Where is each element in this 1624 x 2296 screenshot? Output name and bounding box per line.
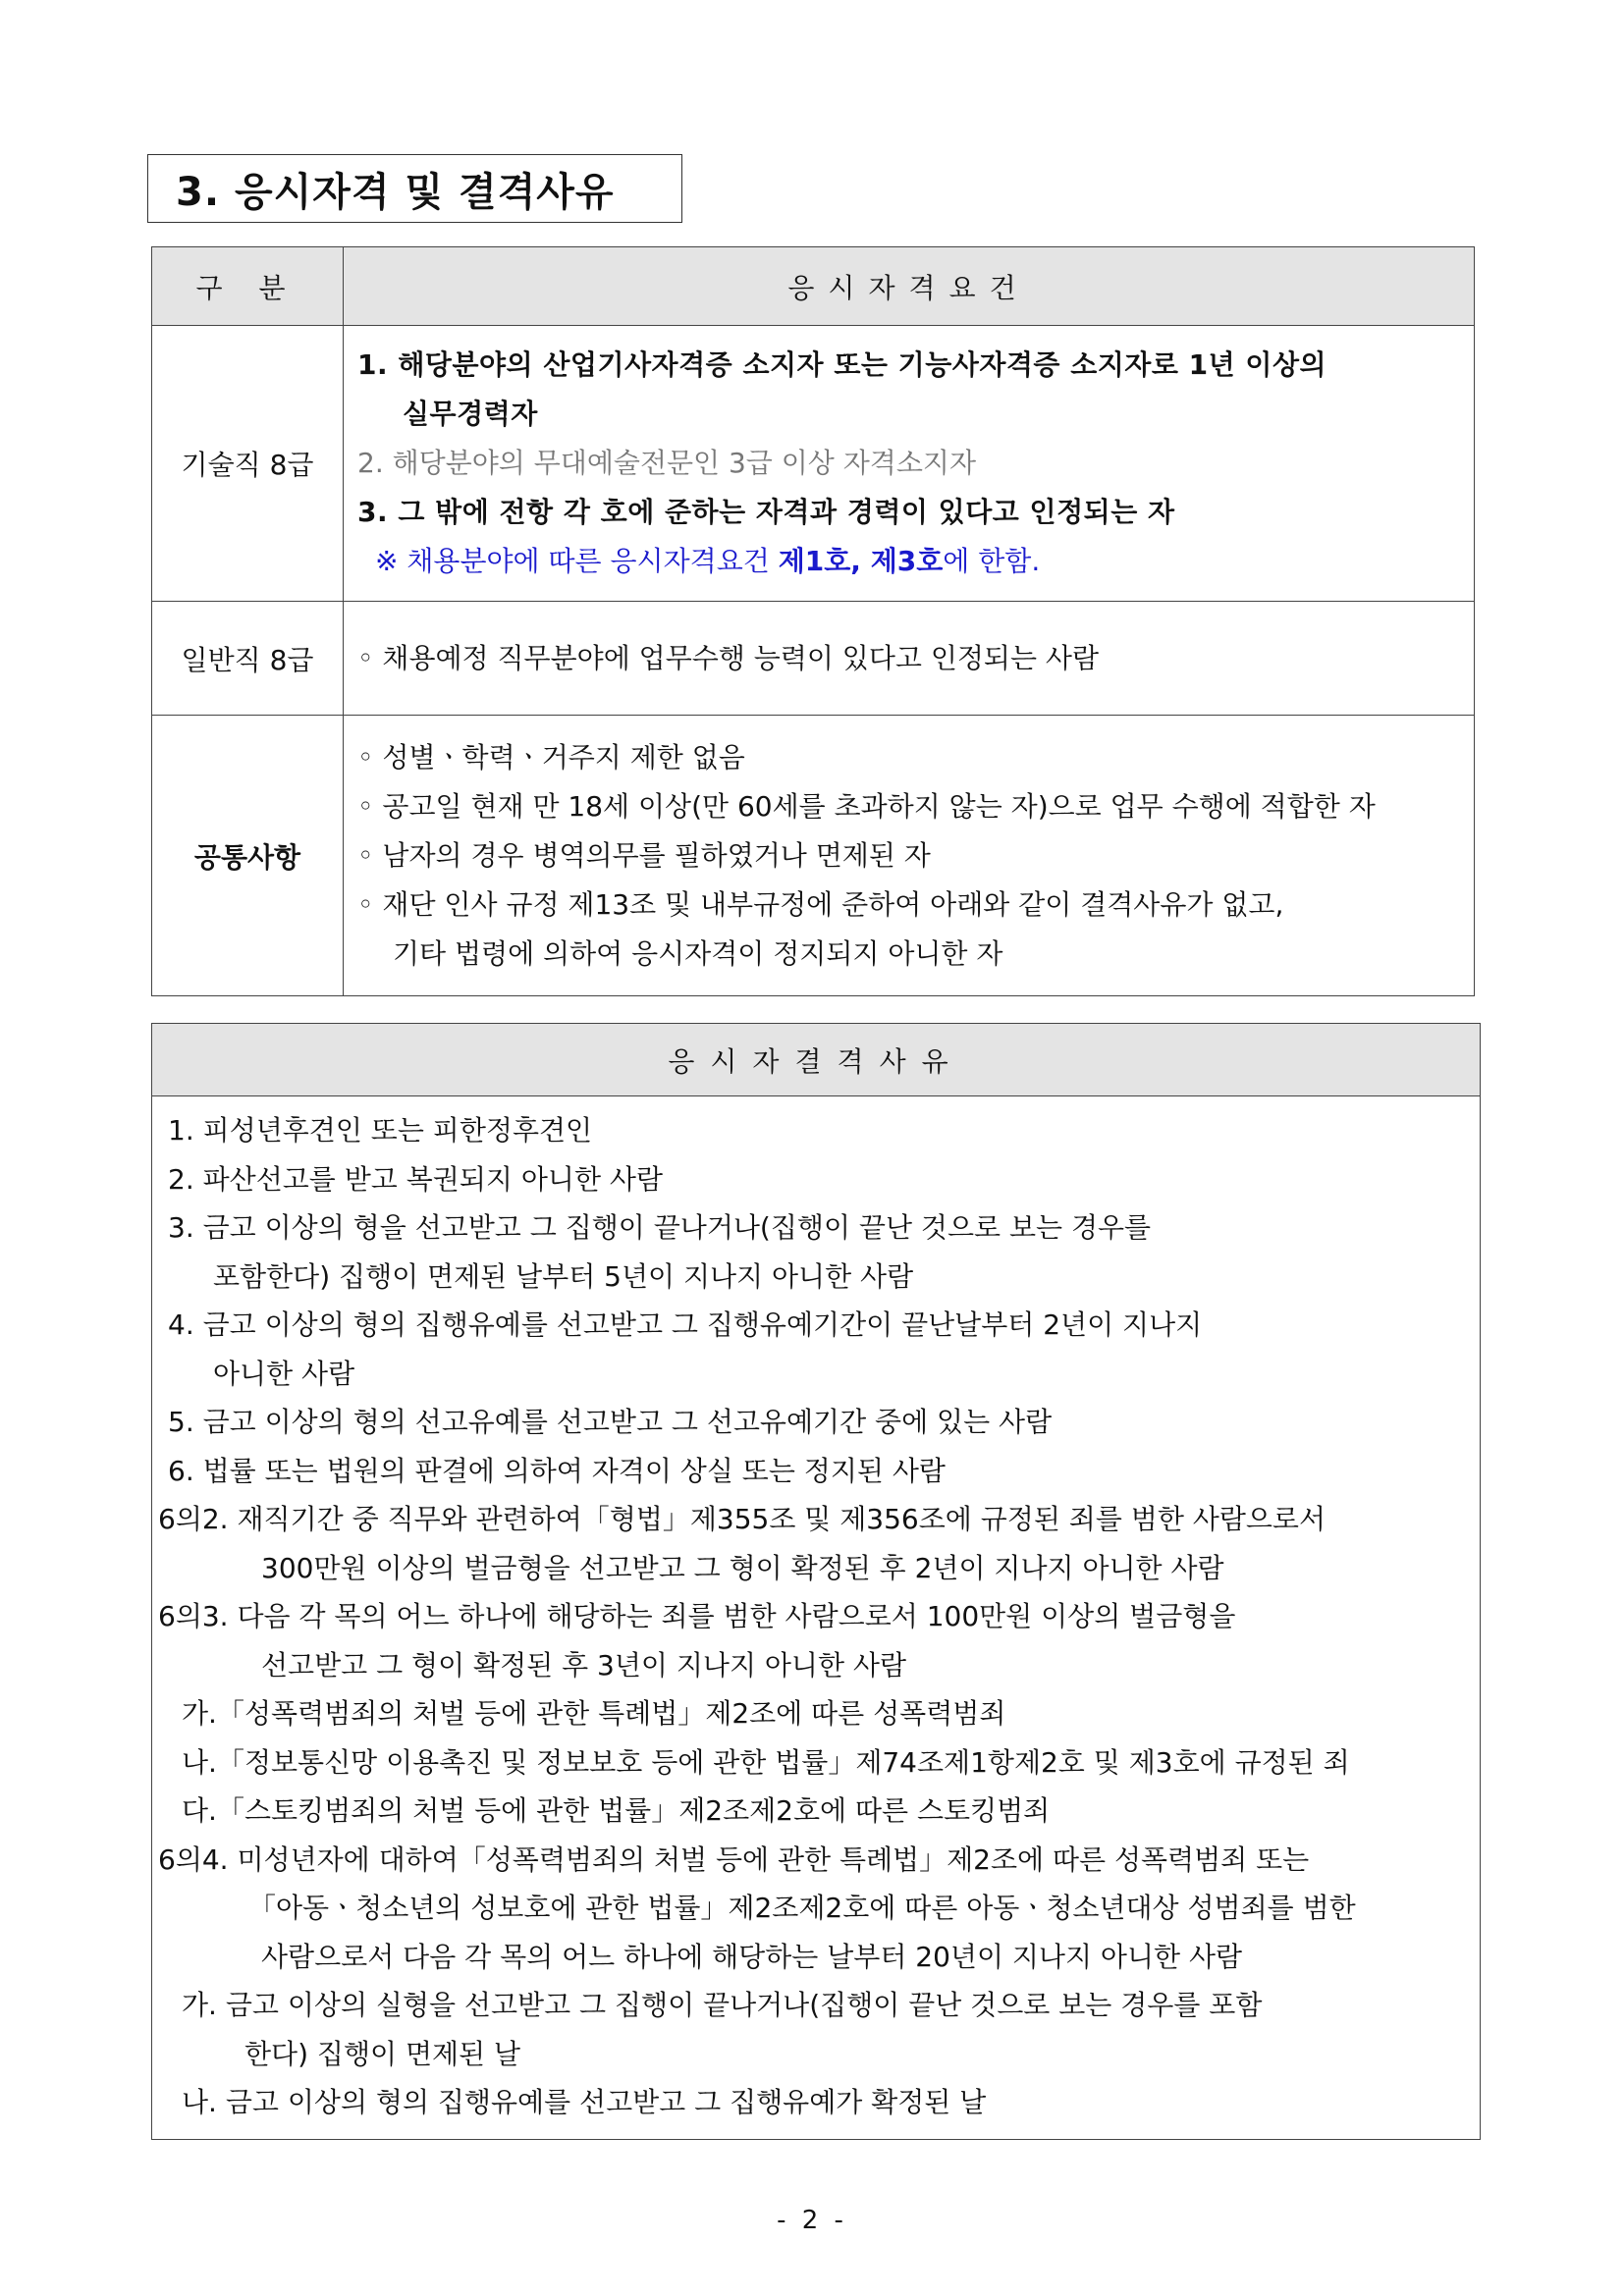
section-title: 3. 응시자격 및 결격사유 — [147, 154, 682, 223]
technical-row — [152, 326, 1475, 602]
common-item: ◦ 성별ㆍ학력ㆍ거주지 제한 없음 — [357, 740, 745, 774]
tech-req-2: 2. 해당분야의 무대예술전문인 3급 이상 자격소지자 — [357, 447, 976, 479]
disq-line: 300만원 이상의 벌금형을 선고받고 그 형이 확정된 후 2년이 지나지 아니한 사람 — [261, 1551, 1224, 1584]
disqualification-header: 응시자결격사유 — [152, 1024, 1481, 1096]
disqualification-body-row — [152, 1096, 1481, 2140]
tech-note-prefix: ※ 채용분야에 따른 응시자격요건 — [375, 545, 779, 577]
common-item: 기타 법령에 의하여 응시자격이 정지되지 아니한 자 — [393, 936, 1003, 970]
page-number: - 2 - — [777, 2206, 847, 2235]
common-row — [152, 716, 1475, 996]
disq-line: 6의3. 다음 각 목의 어느 하나에 해당하는 죄를 범한 사람으로서 100만원 이상의 벌금형을 — [158, 1600, 1236, 1632]
disqualification-header-row — [152, 1024, 1481, 1096]
disq-line: 6의4. 미성년자에 대하여「성폭력범죄의 처벌 등에 관한 특례법」제2조에 따른 성폭력범죄 또는 — [158, 1842, 1310, 1876]
general-requirement: ◦ 채용예정 직무분야에 업무수행 능력이 있다고 인정되는 사람 — [344, 602, 1475, 716]
disq-line: 아니한 사람 — [213, 1357, 355, 1390]
common-label: 공통사항 — [152, 716, 344, 996]
tech-note — [357, 537, 1474, 586]
common-item: ◦ 공고일 현재 만 18세 이상(만 60세를 초과하지 않는 자)으로 업무 수행에 적합한 자 — [357, 789, 1376, 823]
disq-line: 1. 피성년후견인 또는 피한정후견인 — [168, 1114, 593, 1147]
qualification-table — [151, 246, 1475, 996]
disq-line: 한다) 집행이 면제된 날 — [244, 2037, 521, 2070]
disq-line: 「아동ㆍ청소년의 성보호에 관한 법률」제2조제2호에 따른 아동ㆍ청소년대상 성범죄를 범한 — [248, 1892, 1356, 1924]
header-category: 구 분 — [152, 247, 344, 326]
common-item: ◦ 재단 인사 규정 제13조 및 내부규정에 준하여 아래와 같이 결격사유가 없고, — [357, 887, 1284, 921]
disq-line: 선고받고 그 형이 확정된 후 3년이 지나지 아니한 사람 — [261, 1648, 907, 1682]
tech-note-sep: , — [850, 545, 871, 577]
tech-note-bold1: 제1호 — [778, 545, 851, 577]
tech-note-suffix: 에 한함. — [943, 545, 1041, 577]
disq-line: 가. 금고 이상의 실형을 선고받고 그 집행이 끝나거나(집행이 끝난 것으로 보는 경우를 포함 — [182, 1989, 1263, 2021]
disq-line: 나. 금고 이상의 형의 집행유예를 선고받고 그 집행유예가 확정된 날 — [182, 2086, 987, 2118]
tech-req-1a: 1. 해당분야의 산업기사자격증 소지자 또는 기능사자격증 소지자로 1년 이상의 — [357, 348, 1327, 381]
technical-requirements — [344, 326, 1475, 602]
disq-line: 6. 법률 또는 법원의 판결에 의하여 자격이 상실 또는 정지된 사람 — [168, 1454, 946, 1487]
disq-line: 3. 금고 이상의 형을 선고받고 그 집행이 끝나거나(집행이 끝난 것으로 보는 경우를 — [168, 1211, 1152, 1244]
disq-line: 포함한다) 집행이 면제된 날부터 5년이 지나지 아니한 사람 — [213, 1259, 914, 1293]
general-label: 일반직 8급 — [152, 602, 344, 716]
common-item: ◦ 남자의 경우 병역의무를 필하였거나 면제된 자 — [357, 838, 931, 872]
common-requirements — [344, 716, 1475, 996]
disq-line: 5. 금고 이상의 형의 선고유예를 선고받고 그 선고유예기간 중에 있는 사람 — [168, 1406, 1053, 1438]
disq-line: 6의2. 재직기간 중 직무와 관련하여「형법」제355조 및 제356조에 규정된 죄를 범한 사람으로서 — [158, 1503, 1326, 1535]
disqualification-list — [152, 1096, 1481, 2140]
disq-line: 4. 금고 이상의 형의 집행유예를 선고받고 그 집행유예기간이 끝난날부터 2년이 지나지 — [168, 1308, 1203, 1341]
tech-note-bold2: 제3호 — [870, 545, 944, 577]
disq-line: 다.「스토킹범죄의 처벌 등에 관한 법률」제2조제2호에 따른 스토킹범죄 — [182, 1794, 1051, 1827]
disq-line: 가.「성폭력범죄의 처벌 등에 관한 특례법」제2조에 따른 성폭력범죄 — [182, 1697, 1006, 1730]
disqualification-table — [151, 1023, 1481, 2140]
header-requirements: 응시자격요건 — [344, 247, 1475, 326]
tech-req-3: 3. 그 밖에 전항 각 호에 준하는 자격과 경력이 있다고 인정되는 자 — [357, 496, 1175, 528]
tech-req-1b: 실무경력자 — [403, 398, 538, 430]
technical-label: 기술직 8급 — [152, 326, 344, 602]
disq-line: 나.「정보통신망 이용촉진 및 정보보호 등에 관한 법률」제74조제1항제2호 및 제3호에 규정된 죄 — [182, 1745, 1350, 1779]
general-row — [152, 602, 1475, 716]
disq-line: 사람으로서 다음 각 목의 어느 하나에 해당하는 날부터 20년이 지나지 아니한 사람 — [261, 1940, 1243, 1973]
qualification-header-row — [152, 247, 1475, 326]
disq-line: 2. 파산선고를 받고 복권되지 아니한 사람 — [168, 1162, 663, 1196]
